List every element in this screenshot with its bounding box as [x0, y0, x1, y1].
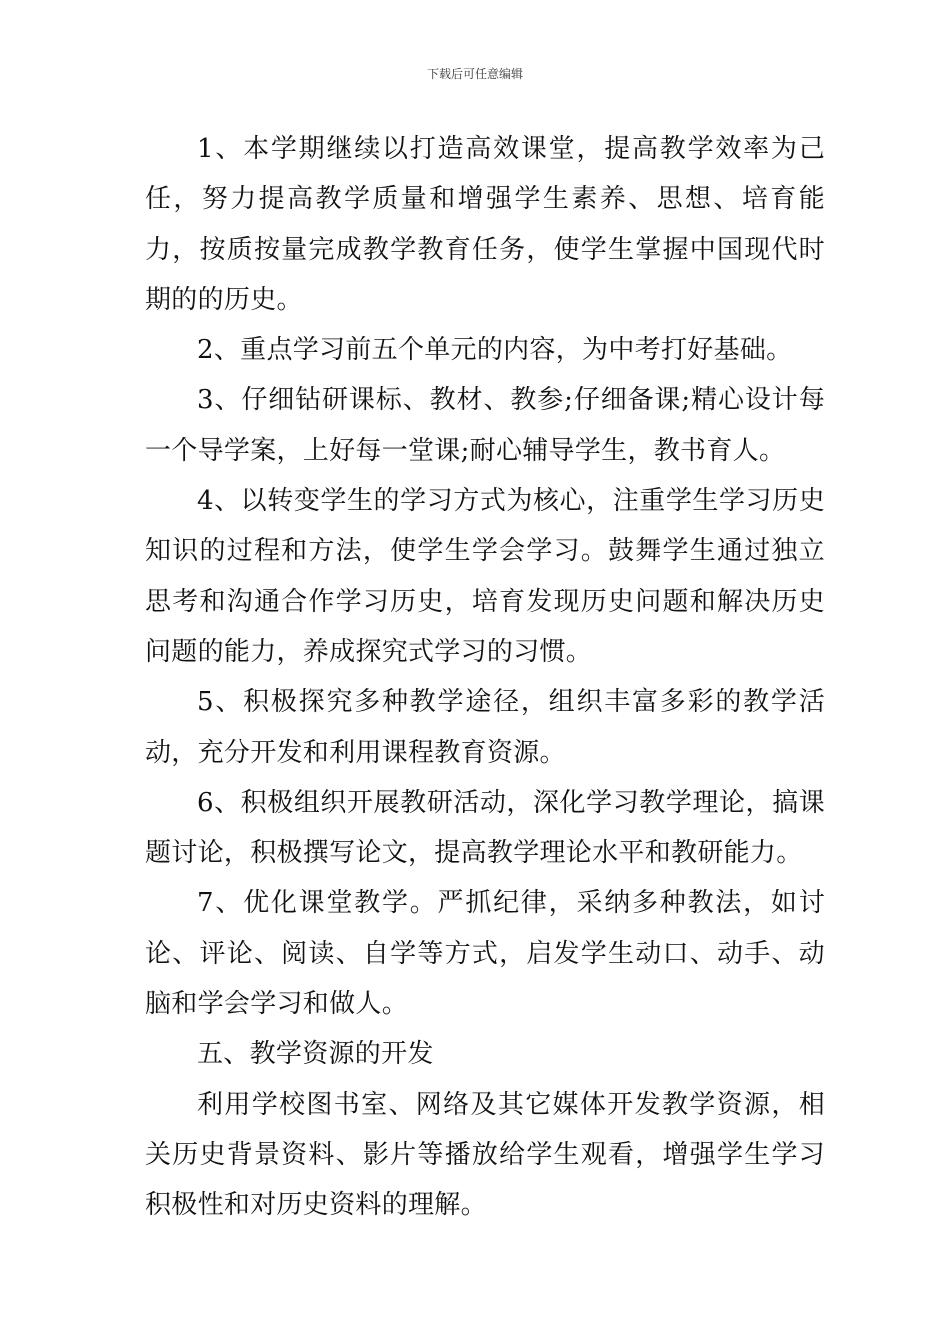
- paragraph-2: 2、重点学习前五个单元的内容，为中考打好基础。: [197, 335, 793, 366]
- paragraph-6: 6、积极组织开展教研活动，深化学习教学理论，搞课题讨论，积极撰写论文，提高教学理论水平和教研能力。: [145, 787, 825, 869]
- document-body: [145, 124, 825, 1231]
- paragraph-7: 7、优化课堂教学。严抓纪律，采纳多种教法，如讨论、评论、阅读、自学等方式，启发学生动口、动手、动脑和学会学习和做人。: [145, 888, 825, 1020]
- page-header: 下载后可任意编辑: [426, 67, 523, 81]
- paragraph-5: 5、积极探究多种教学途径，组织丰富多彩的教学活动，充分开发和利用课程教育资源。: [145, 687, 825, 768]
- paragraph-4: 4、以转变学生的学习方式为核心，注重学生学习历史知识的过程和方法，使学生学会学习。鼓舞学生通过独立思考和沟通合作学习历史，培育发现历史问题和解决历史问题的能力，养成探究式学习的习惯。: [145, 486, 825, 667]
- paragraph-8: 利用学校图书室、网络及其它媒体开发教学资源，相关历史背景资料、影片等播放给学生观看，增强学生学习积极性和对历史资料的理解。: [145, 1089, 825, 1221]
- section-heading: 五、教学资源的开发: [197, 1039, 434, 1070]
- paragraph-1: 1、本学期继续以打造高效课堂，提高教学效率为己任，努力提高教学质量和增强学生素养、思想、培育能力，按质按量完成教学教育任务，使学生掌握中国现代时期的的历史。: [145, 134, 825, 315]
- paragraph-3: 3、仔细钻研课标、教材、教参;仔细备课;精心设计每一个导学案，上好每一堂课;耐心辅导学生，教书育人。: [145, 385, 825, 466]
